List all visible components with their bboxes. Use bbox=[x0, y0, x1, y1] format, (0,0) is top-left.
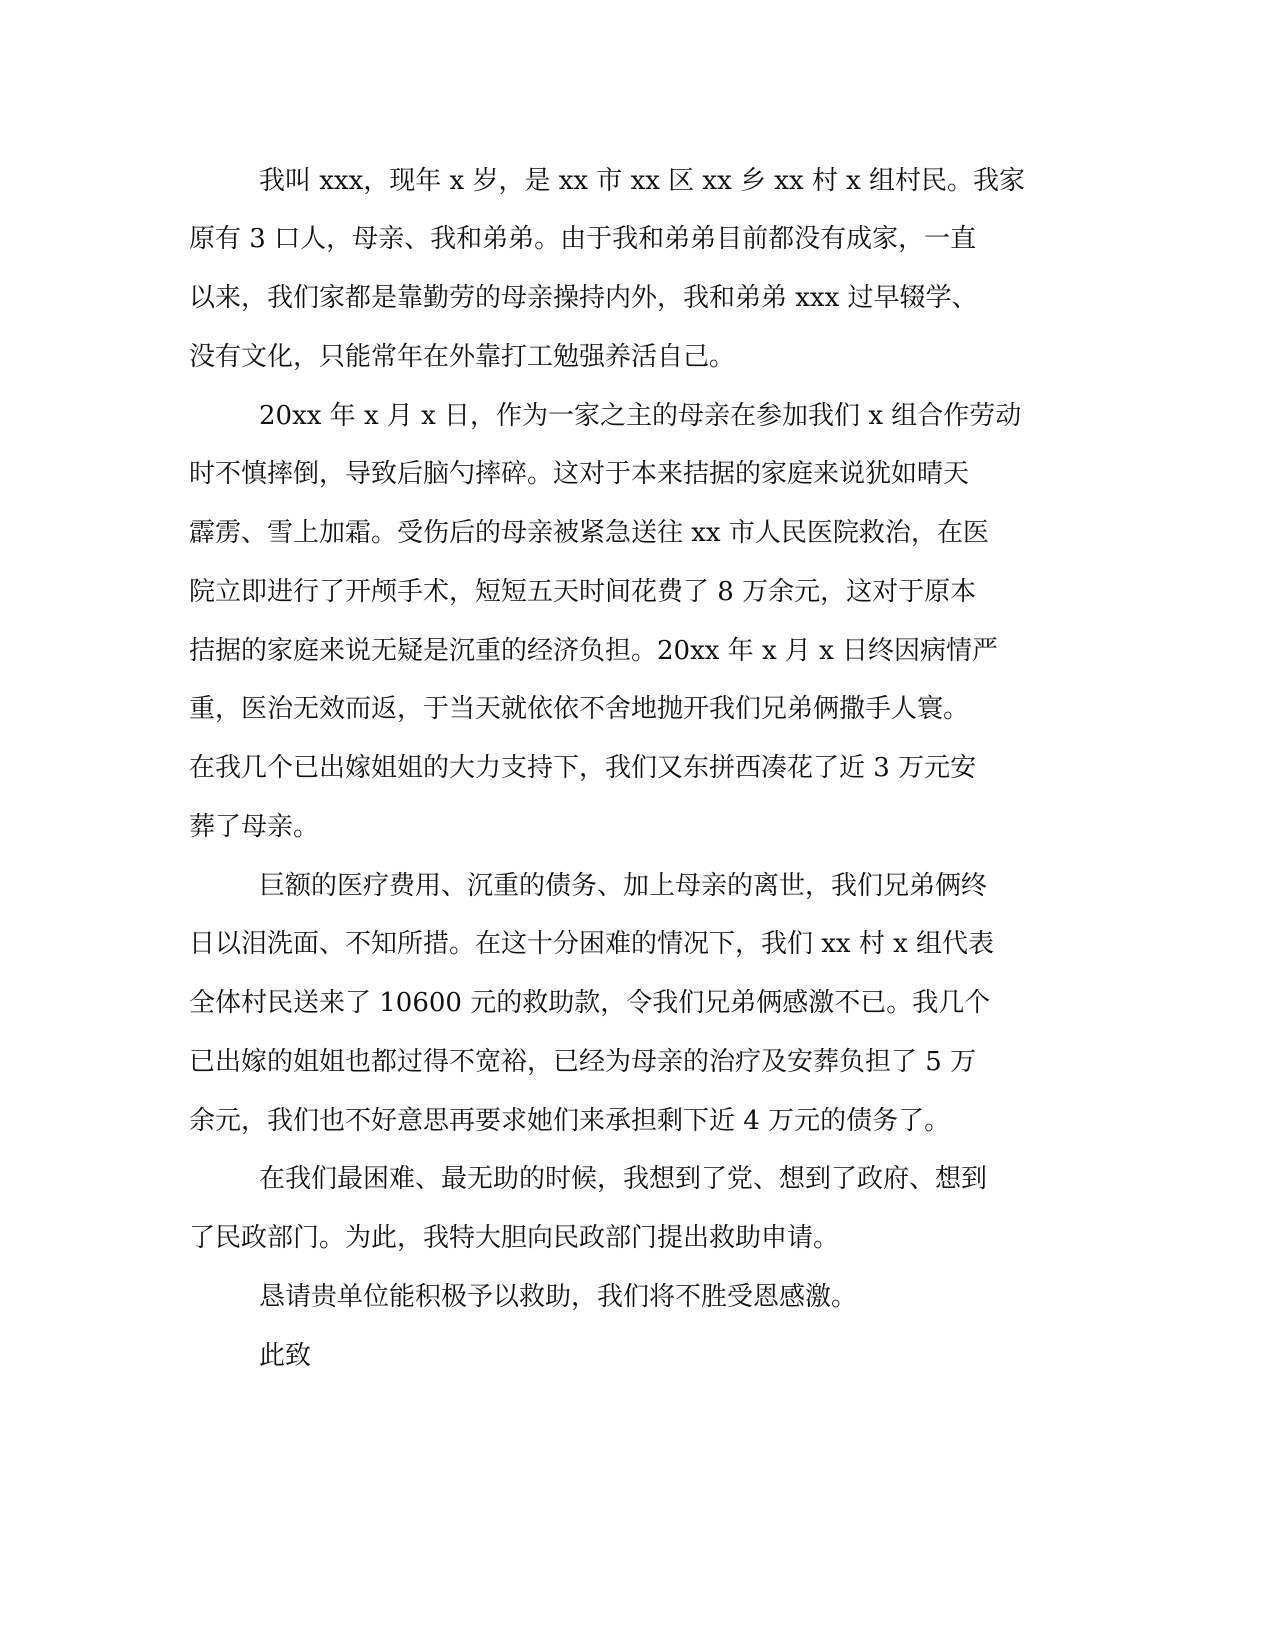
paragraph-1-line-2: 原有 3 口人，母亲、我和弟弟。由于我和弟弟目前都没有成家，一直 bbox=[189, 224, 977, 254]
paragraph-4-line-2: 了民政部门。为此，我特大胆向民政部门提出救助申请。 bbox=[189, 1223, 840, 1253]
paragraph-2-line-4: 院立即进行了开颅手术，短短五天时间花费了 8 万余元，这对于原本 bbox=[189, 577, 977, 607]
paragraph-2-line-3: 霹雳、雪上加霜。受伤后的母亲被紧急送往 xx 市人民医院救治，在医 bbox=[189, 518, 989, 548]
paragraph-3-line-5: 余元，我们也不好意思再要求她们来承担剩下近 4 万元的债务了。 bbox=[189, 1106, 951, 1136]
paragraph-5-line-1: 恳请贵单位能积极予以救助，我们将不胜受恩感激。 bbox=[259, 1282, 858, 1312]
paragraph-3-line-4: 已出嫁的姐姐也都过得不宽裕，已经为母亲的治疗及安葬负担了 5 万 bbox=[189, 1047, 977, 1077]
paragraph-1-line-1: 我叫 xxx，现年 x 岁，是 xx 市 xx 区 xx 乡 xx 村 x 组村民。我家 bbox=[259, 166, 1026, 196]
paragraph-1-line-4: 没有文化，只能常年在外靠打工勉强养活自己。 bbox=[189, 342, 736, 372]
paragraph-3-line-3: 全体村民送来了 10600 元的救助款，令我们兄弟俩感激不已。我几个 bbox=[189, 988, 991, 1018]
paragraph-2-line-8: 葬了母亲。 bbox=[189, 812, 320, 842]
paragraph-3-line-2: 日以泪洗面、不知所措。在这十分困难的情况下，我们 xx 村 x 组代表 bbox=[189, 929, 995, 959]
paragraph-2-line-6: 重，医治无效而返，于当天就依依不舍地抛开我们兄弟俩撒手人寰。 bbox=[189, 694, 970, 724]
paragraph-2-line-1: 20xx 年 x 月 x 日，作为一家之主的母亲在参加我们 x 组合作劳动 bbox=[259, 401, 1022, 431]
paragraph-2-line-7: 在我几个已出嫁姐姐的大力支持下，我们又东拼西凑花了近 3 万元安 bbox=[189, 753, 977, 783]
paragraph-1-line-3: 以来，我们家都是靠勤劳的母亲操持内外，我和弟弟 xxx 过早辍学、 bbox=[189, 283, 978, 313]
paragraph-4-line-1: 在我们最困难、最无助的时候，我想到了党、想到了政府、想到 bbox=[259, 1164, 988, 1194]
paragraph-2-line-5: 拮据的家庭来说无疑是沉重的经济负担。20xx 年 x 月 x 日终因病情严 bbox=[189, 636, 999, 666]
paragraph-2-line-2: 时不慎摔倒，导致后脑勺摔碎。这对于本来拮据的家庭来说犹如晴天 bbox=[189, 459, 970, 489]
closing-salutation: 此致 bbox=[259, 1341, 312, 1371]
paragraph-3-line-1: 巨额的医疗费用、沉重的债务、加上母亲的离世，我们兄弟俩终 bbox=[259, 871, 988, 901]
